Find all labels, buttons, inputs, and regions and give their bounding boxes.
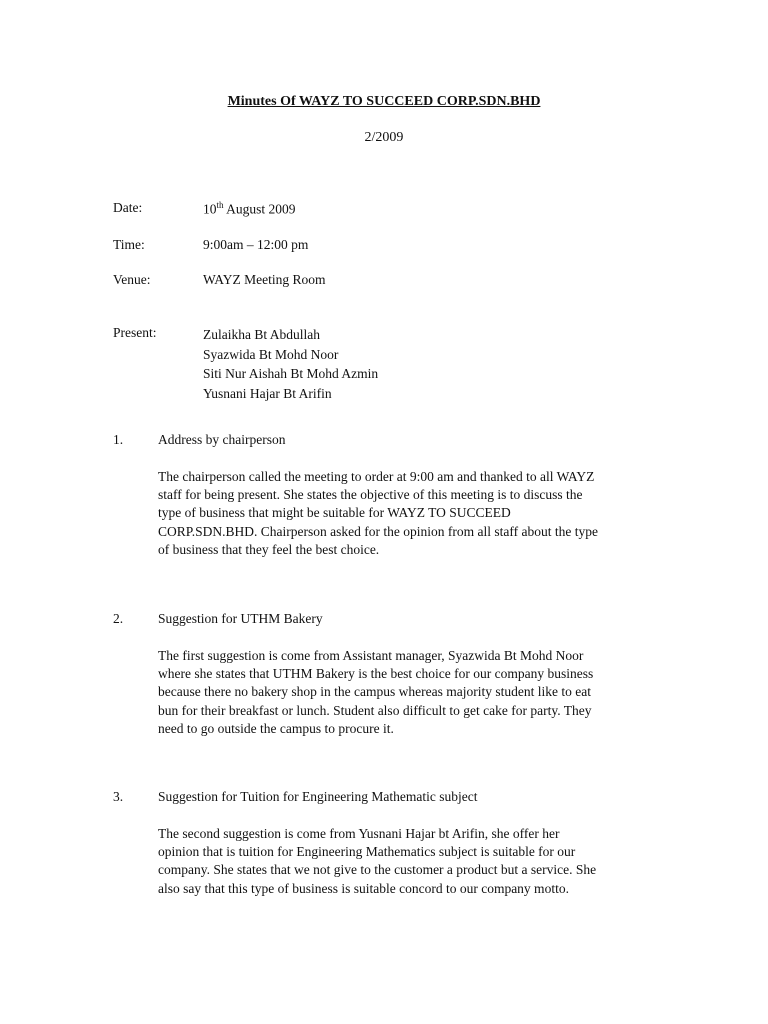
paragraph-line: The chairperson called the meeting to order at 9:00 am and thanked to all WAYZ (158, 469, 595, 484)
paragraph-line: type of business that might be suitable for WAYZ TO SUCCEED (158, 505, 511, 521)
section-number: 3. (113, 789, 124, 804)
date-row (113, 200, 673, 220)
paragraph-line: staff for being present. She states the objective of this meeting is to discuss the (158, 487, 583, 503)
section-number: 2. (113, 611, 124, 626)
attendee-name: Syazwida Bt Mohd Noor (203, 346, 339, 362)
paragraph-line: also say that this type of business is suitable concord to our company motto. (158, 880, 569, 896)
section-number: 1. (113, 432, 124, 447)
section-paragraph (158, 647, 658, 738)
section-paragraph (158, 468, 658, 559)
attendee-list (203, 325, 378, 403)
paragraph-line: opinion that is tuition for Engineering Mathematics subject is suitable for our (158, 844, 576, 860)
section-heading: Suggestion for UTHM Bakery (158, 611, 323, 626)
paragraph-line: need to go outside the campus to procure it. (158, 720, 394, 736)
paragraph-line: company. She states that we not give to the customer a product but a service. She (158, 862, 597, 878)
venue-row (113, 272, 673, 292)
document-title: Minutes Of WAYZ TO SUCCEED CORP.SDN.BHD (227, 94, 541, 109)
time-row (113, 237, 673, 257)
venue-label: Venue: (113, 272, 151, 287)
paragraph-line: of business that they feel the best choice. (158, 541, 380, 557)
time-value: 9:00am – 12:00 pm (203, 237, 309, 252)
date-suffix: th (216, 200, 224, 210)
date-day: 10 (203, 201, 217, 217)
date-rest: August 2009 (223, 201, 296, 217)
paragraph-line: The first suggestion is come from Assistant manager, Syazwida Bt Mohd Noor (158, 648, 584, 663)
time-label: Time: (113, 237, 145, 252)
document-number: 2/2009 (364, 130, 404, 145)
paragraph-line: because there no bakery shop in the campus whereas majority student like to eat (158, 684, 591, 700)
date-label: Date: (113, 200, 143, 215)
section-paragraph (158, 825, 658, 898)
attendee-name: Siti Nur Aishah Bt Mohd Azmin (203, 366, 379, 381)
attendee-name: Zulaikha Bt Abdullah (203, 327, 320, 342)
attendee-name: Yusnani Hajar Bt Arifin (203, 385, 332, 401)
venue-value: WAYZ Meeting Room (203, 272, 326, 287)
section-heading: Address by chairperson (158, 432, 286, 447)
paragraph-line: bun for their breakfast or lunch. Student also difficult to get cake for party. They (158, 702, 592, 718)
section-heading: Suggestion for Tuition for Engineering Mathematic subject (158, 789, 478, 804)
present-label: Present: (113, 325, 157, 340)
paragraph-line: The second suggestion is come from Yusnani Hajar bt Arifin, she offer her (158, 826, 560, 841)
paragraph-line: where she states that UTHM Bakery is the best choice for our company business (158, 666, 594, 682)
paragraph-line: CORP.SDN.BHD. Chairperson asked for the opinion from all staff about the type (158, 523, 598, 539)
date-value (203, 200, 296, 218)
